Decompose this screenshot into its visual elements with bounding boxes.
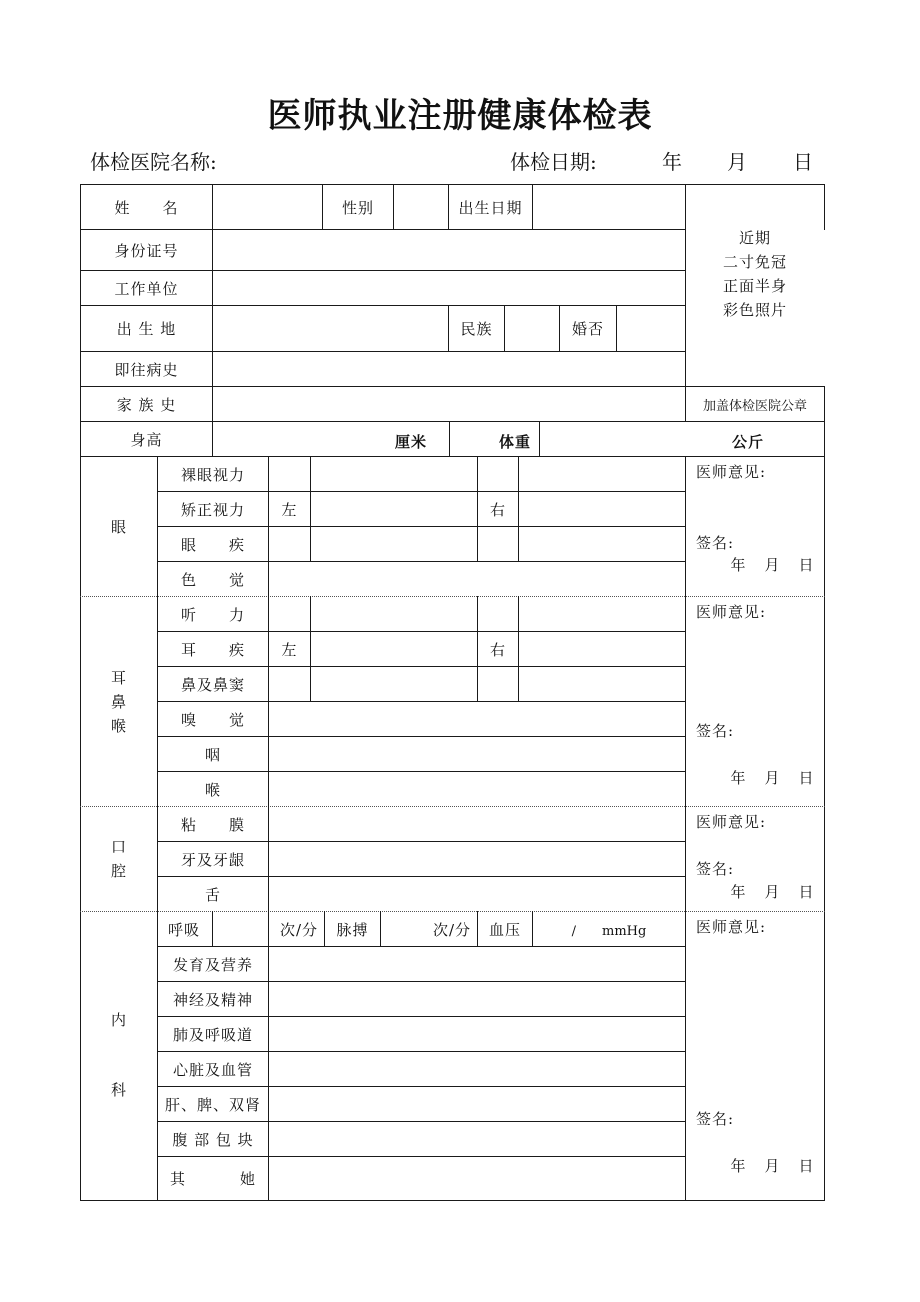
stamp-note: 加盖体检医院公章 — [702, 398, 807, 414]
ent-right-label: 右 — [489, 640, 506, 659]
hospital-name-label: 体检医院名称: — [90, 150, 217, 174]
development-label: 发育及营养 — [172, 955, 253, 974]
exam-date-day: 日 — [793, 150, 813, 174]
oral-doctor-opinion: 医师意见: — [696, 812, 767, 831]
eye-section-label: 眼 — [110, 518, 127, 536]
weight-unit: 公斤 — [731, 432, 764, 451]
internal-doctor-opinion: 医师意见: — [696, 917, 767, 936]
work-unit-label: 工作单位 — [114, 279, 179, 298]
internal-signature[interactable]: 签名: — [696, 1109, 735, 1128]
eye-disease-label: 眼 疾 — [180, 535, 245, 554]
past-history-label: 即往病史 — [114, 360, 179, 379]
past-history-field[interactable] — [213, 352, 685, 386]
ear-disease-label: 耳 疾 — [180, 640, 245, 659]
exam-date-month: 月 — [727, 150, 747, 174]
internal-char-1: 内 — [110, 1011, 127, 1029]
ent-char-1: 耳 — [110, 668, 127, 687]
family-history-label: 家 族 史 — [116, 395, 177, 414]
eye-doctor-opinion: 医师意见: — [696, 462, 767, 481]
photo-placeholder[interactable] — [686, 226, 824, 322]
eye-signature[interactable]: 签名: — [696, 533, 735, 552]
heart-label: 心脏及血管 — [172, 1060, 253, 1079]
ent-char-2: 鼻 — [110, 692, 127, 711]
nose-sinus-label: 鼻及鼻窦 — [180, 675, 245, 694]
internal-section-label — [81, 990, 157, 1120]
photo-line-4: 彩色照片 — [722, 301, 787, 319]
birthplace-field[interactable] — [213, 306, 448, 351]
color-sense-label: 色 觉 — [180, 570, 245, 589]
name-label: 姓 名 — [114, 198, 179, 217]
oral-section-label — [81, 807, 157, 911]
blood-pressure-unit: / mmHg — [571, 923, 647, 939]
weight-label: 体重 — [498, 432, 531, 451]
pulse-label: 脉搏 — [336, 920, 369, 939]
tongue-label: 舌 — [204, 885, 221, 904]
photo-line-1: 近期 — [738, 229, 771, 247]
photo-line-3: 正面半身 — [722, 277, 787, 295]
ent-char-3: 喉 — [110, 716, 127, 735]
hearing-label: 听 力 — [180, 605, 245, 624]
pharynx-label: 咽 — [204, 745, 221, 764]
photo-line-2: 二寸免冠 — [722, 253, 787, 271]
other-label-right: 她 — [239, 1170, 256, 1188]
ent-signature[interactable]: 签名: — [696, 721, 735, 740]
family-history-field[interactable] — [213, 387, 685, 421]
corrected-vision-label: 矫正视力 — [180, 500, 245, 519]
ent-left-label: 左 — [281, 640, 298, 659]
ent-section-label — [81, 597, 157, 806]
eye-left-label: 左 — [281, 500, 298, 519]
internal-sign-date: 年 月 日 — [730, 1156, 816, 1175]
lung-label: 肺及呼吸道 — [172, 1025, 253, 1044]
birthplace-label: 出 生 地 — [116, 320, 177, 338]
marital-label: 婚否 — [571, 320, 604, 338]
larynx-label: 喉 — [204, 780, 221, 799]
teeth-gums-label: 牙及牙龈 — [180, 850, 245, 869]
gender-field[interactable] — [394, 185, 448, 229]
smell-label: 嗅 觉 — [180, 710, 245, 729]
exam-date-year: 年 — [662, 150, 682, 174]
eye-sign-date: 年 月 日 — [730, 555, 816, 574]
ent-doctor-opinion: 医师意见: — [696, 602, 767, 621]
ent-sign-date: 年 月 日 — [730, 768, 816, 787]
gender-label: 性别 — [341, 198, 374, 217]
internal-char-2: 科 — [110, 1081, 127, 1099]
oral-char-2: 腔 — [110, 862, 127, 880]
oral-char-1: 口 — [110, 838, 127, 856]
other-label-left: 其 — [169, 1170, 186, 1188]
id-number-label: 身份证号 — [114, 241, 179, 260]
oral-signature[interactable]: 签名: — [696, 859, 735, 878]
abdominal-label: 腹 部 包 块 — [172, 1130, 254, 1149]
respiration-unit: 次/分 — [279, 920, 318, 939]
birth-date-field[interactable] — [533, 185, 685, 229]
oral-sign-date: 年 月 日 — [730, 882, 816, 901]
eye-right-label: 右 — [489, 500, 506, 519]
blood-pressure-label: 血压 — [488, 920, 521, 939]
birth-date-label: 出生日期 — [458, 198, 523, 217]
ethnicity-label: 民族 — [460, 320, 493, 338]
height-unit: 厘米 — [394, 432, 427, 451]
exam-date-label: 体检日期: — [510, 150, 597, 174]
page-title: 医师执业注册健康体检表 — [267, 96, 653, 136]
mucosa-label: 粘 膜 — [180, 815, 245, 834]
respiration-label: 呼吸 — [168, 920, 201, 939]
id-number-field[interactable] — [213, 230, 685, 270]
name-field[interactable] — [213, 185, 322, 229]
ethnicity-field[interactable] — [505, 306, 559, 351]
nerve-mind-label: 神经及精神 — [172, 990, 253, 1009]
pulse-unit: 次/分 — [432, 920, 471, 939]
marital-field[interactable] — [617, 306, 685, 351]
naked-vision-label: 裸眼视力 — [180, 465, 245, 484]
work-unit-field[interactable] — [213, 271, 685, 305]
height-label: 身高 — [130, 430, 163, 449]
liver-spleen-label: 肝、脾、双肾 — [164, 1095, 261, 1114]
